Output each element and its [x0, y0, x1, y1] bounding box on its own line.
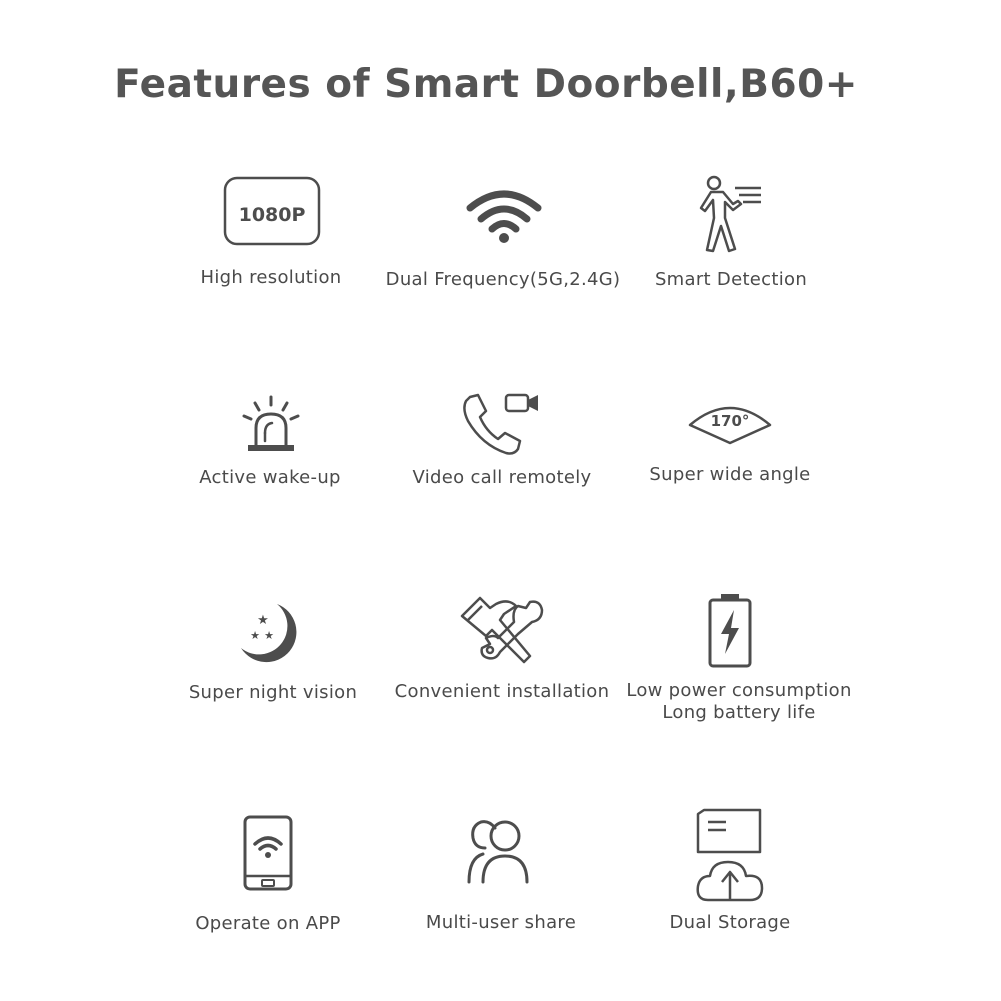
wide-angle-icon	[688, 403, 772, 445]
sd-cloud-icon	[696, 808, 764, 904]
phone-video-icon	[460, 393, 544, 457]
angle-text: 170°	[710, 412, 750, 430]
feature-label-line2: Long battery life	[662, 702, 816, 723]
feature-label: Convenient installation	[394, 681, 610, 702]
1080p-badge-icon	[223, 176, 321, 246]
feature-label: Multi-user share	[425, 912, 577, 933]
feature-label: Super wide angle	[649, 464, 811, 485]
tools-icon	[460, 594, 546, 666]
feature-label: Operate on APP	[195, 913, 341, 934]
moon-stars-icon	[237, 602, 303, 668]
smartphone-app-icon	[242, 814, 294, 892]
battery-icon	[707, 594, 753, 668]
feature-label: Smart Detection	[654, 269, 808, 290]
svg-text:★: ★	[264, 629, 274, 642]
feature-label: Video call remotely	[412, 467, 592, 488]
wifi-icon	[466, 190, 542, 244]
page-title: Features of Smart Doorbell,B60+	[114, 62, 858, 107]
feature-label: Dual Frequency(5G,2.4G)	[385, 269, 621, 290]
badge-text: 1080P	[238, 204, 306, 226]
alarm-light-icon	[242, 397, 300, 453]
feature-label: Low power consumption	[626, 680, 852, 701]
feature-label: Super night vision	[188, 682, 358, 703]
users-icon	[465, 818, 539, 886]
feature-label: High resolution	[200, 267, 342, 288]
svg-text:★: ★	[250, 629, 260, 642]
svg-text:★: ★	[257, 613, 269, 628]
motion-person-icon	[695, 174, 765, 254]
feature-label: Dual Storage	[669, 912, 791, 933]
feature-label: Active wake-up	[199, 467, 341, 488]
